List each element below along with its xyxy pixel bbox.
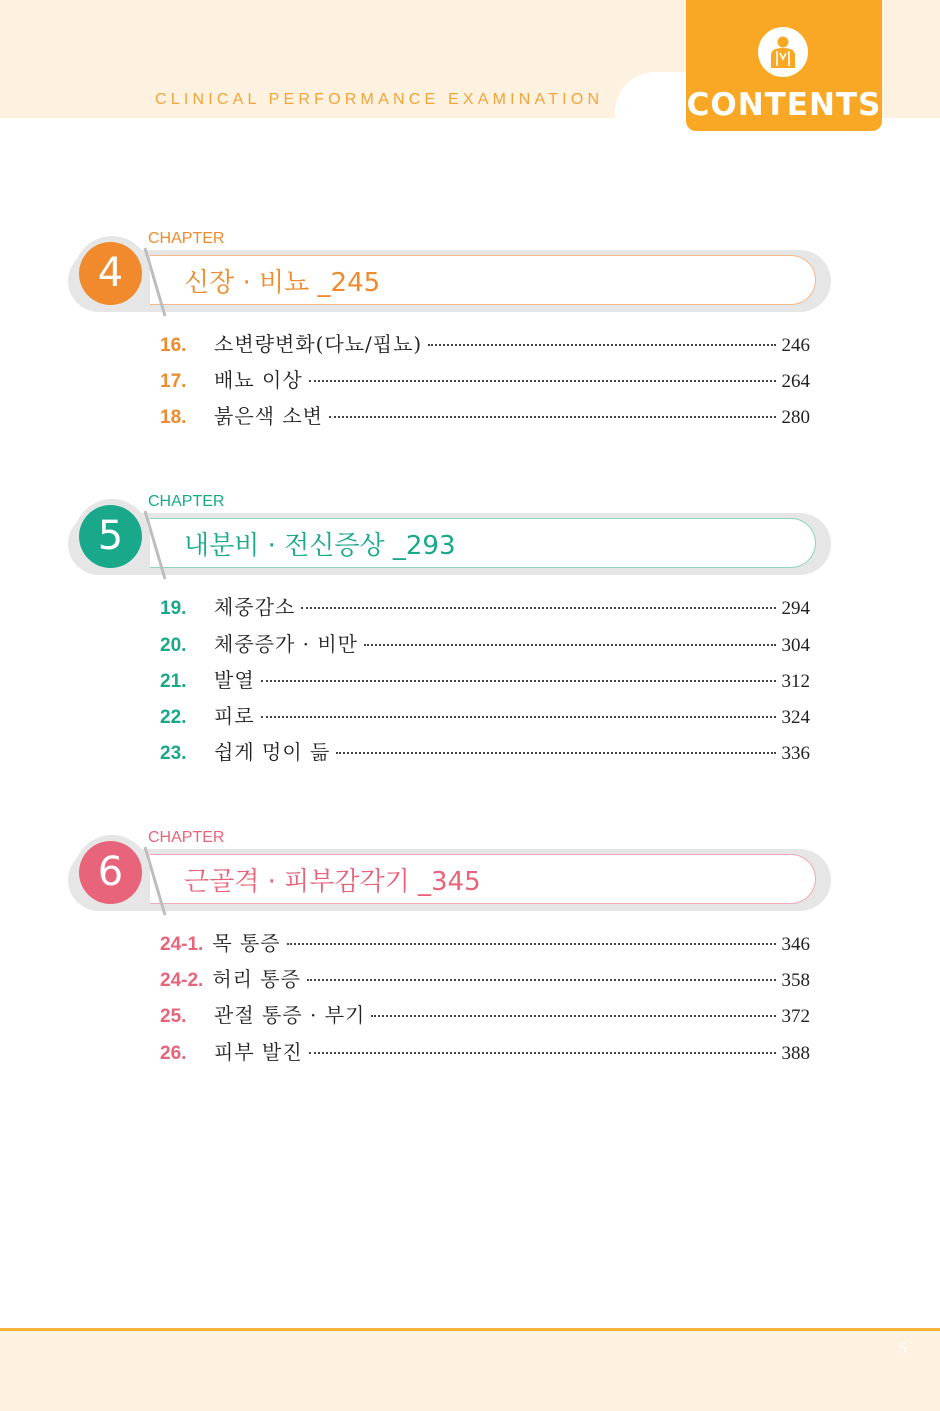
- page-number: 5: [898, 1340, 907, 1357]
- entry-title: 붉은색 소변: [214, 404, 323, 428]
- entry-number: 24-1.: [160, 934, 204, 955]
- entry-page: 312: [781, 671, 810, 692]
- entry-page: 372: [781, 1006, 810, 1027]
- chapter-label: CHAPTER: [148, 493, 225, 510]
- entry-title: 허리 통증: [212, 967, 301, 991]
- toc-entry[interactable]: [160, 591, 810, 617]
- entry-page: 346: [781, 934, 810, 955]
- contents-tab: [686, 0, 882, 131]
- entry-number: 24-2.: [160, 970, 204, 991]
- entry-title: 쉽게 멍이 듦: [214, 740, 331, 764]
- entry-title: 소변량변화(다뇨/핍뇨): [214, 332, 423, 356]
- entry-title: 체중감소: [214, 595, 296, 619]
- entry-number: 26.: [160, 1043, 187, 1064]
- dot-leader: [301, 607, 775, 609]
- toc-entry[interactable]: [160, 927, 810, 953]
- dot-leader: [309, 380, 776, 382]
- entry-page: 358: [781, 970, 810, 991]
- toc-entry[interactable]: [160, 664, 810, 690]
- entry-page: 280: [781, 407, 810, 428]
- toc-entry[interactable]: [160, 364, 810, 390]
- entry-page: 304: [781, 635, 810, 656]
- chapter-title[interactable]: 근골격 · 피부감각기 _345: [184, 867, 481, 897]
- entry-title: 피부 발진: [214, 1040, 303, 1064]
- chapter-number-badge: 5: [79, 505, 142, 568]
- entry-title: 배뇨 이상: [214, 368, 303, 392]
- entry-number: 16.: [160, 335, 187, 356]
- chapter-title[interactable]: 내분비 · 전신증상 _293: [184, 531, 456, 561]
- dot-leader: [329, 416, 776, 418]
- entry-number: 25.: [160, 1006, 187, 1027]
- entry-title: 피로: [214, 704, 255, 728]
- dot-leader: [364, 644, 776, 646]
- dot-leader: [261, 716, 776, 718]
- chapter-number-badge: 4: [79, 242, 142, 305]
- toc-entry[interactable]: [160, 328, 810, 354]
- dot-leader: [336, 752, 775, 754]
- entry-title: 체중증가 · 비만: [214, 632, 358, 656]
- footer-band: [0, 1328, 940, 1411]
- chapter-title[interactable]: 신장 · 비뇨 _245: [184, 268, 381, 298]
- contents-label: CONTENTS: [686, 87, 882, 123]
- toc-entry[interactable]: [160, 400, 810, 426]
- header-title: CLINICAL PERFORMANCE EXAMINATION: [155, 91, 604, 108]
- entry-number: 22.: [160, 707, 187, 728]
- dot-leader: [307, 979, 776, 981]
- entry-title: 관절 통증 · 부기: [214, 1003, 366, 1027]
- entry-title: 발열: [214, 668, 255, 692]
- entry-page: 294: [781, 598, 810, 619]
- entry-title: 목 통증: [212, 931, 281, 955]
- dot-leader: [261, 680, 776, 682]
- dot-leader: [371, 1015, 775, 1017]
- entry-number: 23.: [160, 743, 187, 764]
- dot-leader: [428, 344, 775, 346]
- chapter-label: CHAPTER: [148, 829, 225, 846]
- toc-entry[interactable]: [160, 963, 810, 989]
- dot-leader: [287, 943, 776, 945]
- entry-number: 17.: [160, 371, 187, 392]
- person-icon: [758, 27, 808, 77]
- chapter-label: CHAPTER: [148, 230, 225, 247]
- entry-page: 336: [781, 743, 810, 764]
- chapter-number-badge: 6: [79, 841, 142, 904]
- entry-page: 324: [781, 707, 810, 728]
- dot-leader: [309, 1052, 776, 1054]
- entry-page: 388: [781, 1043, 810, 1064]
- entry-number: 19.: [160, 598, 187, 619]
- entry-number: 21.: [160, 671, 187, 692]
- toc-entry[interactable]: [160, 999, 810, 1025]
- toc-entry[interactable]: [160, 700, 810, 726]
- entry-page: 264: [781, 371, 810, 392]
- toc-entry[interactable]: [160, 628, 810, 654]
- toc-entry[interactable]: [160, 1036, 810, 1062]
- entry-number: 20.: [160, 635, 187, 656]
- entry-number: 18.: [160, 407, 187, 428]
- entry-page: 246: [781, 335, 810, 356]
- toc-entry[interactable]: [160, 736, 810, 762]
